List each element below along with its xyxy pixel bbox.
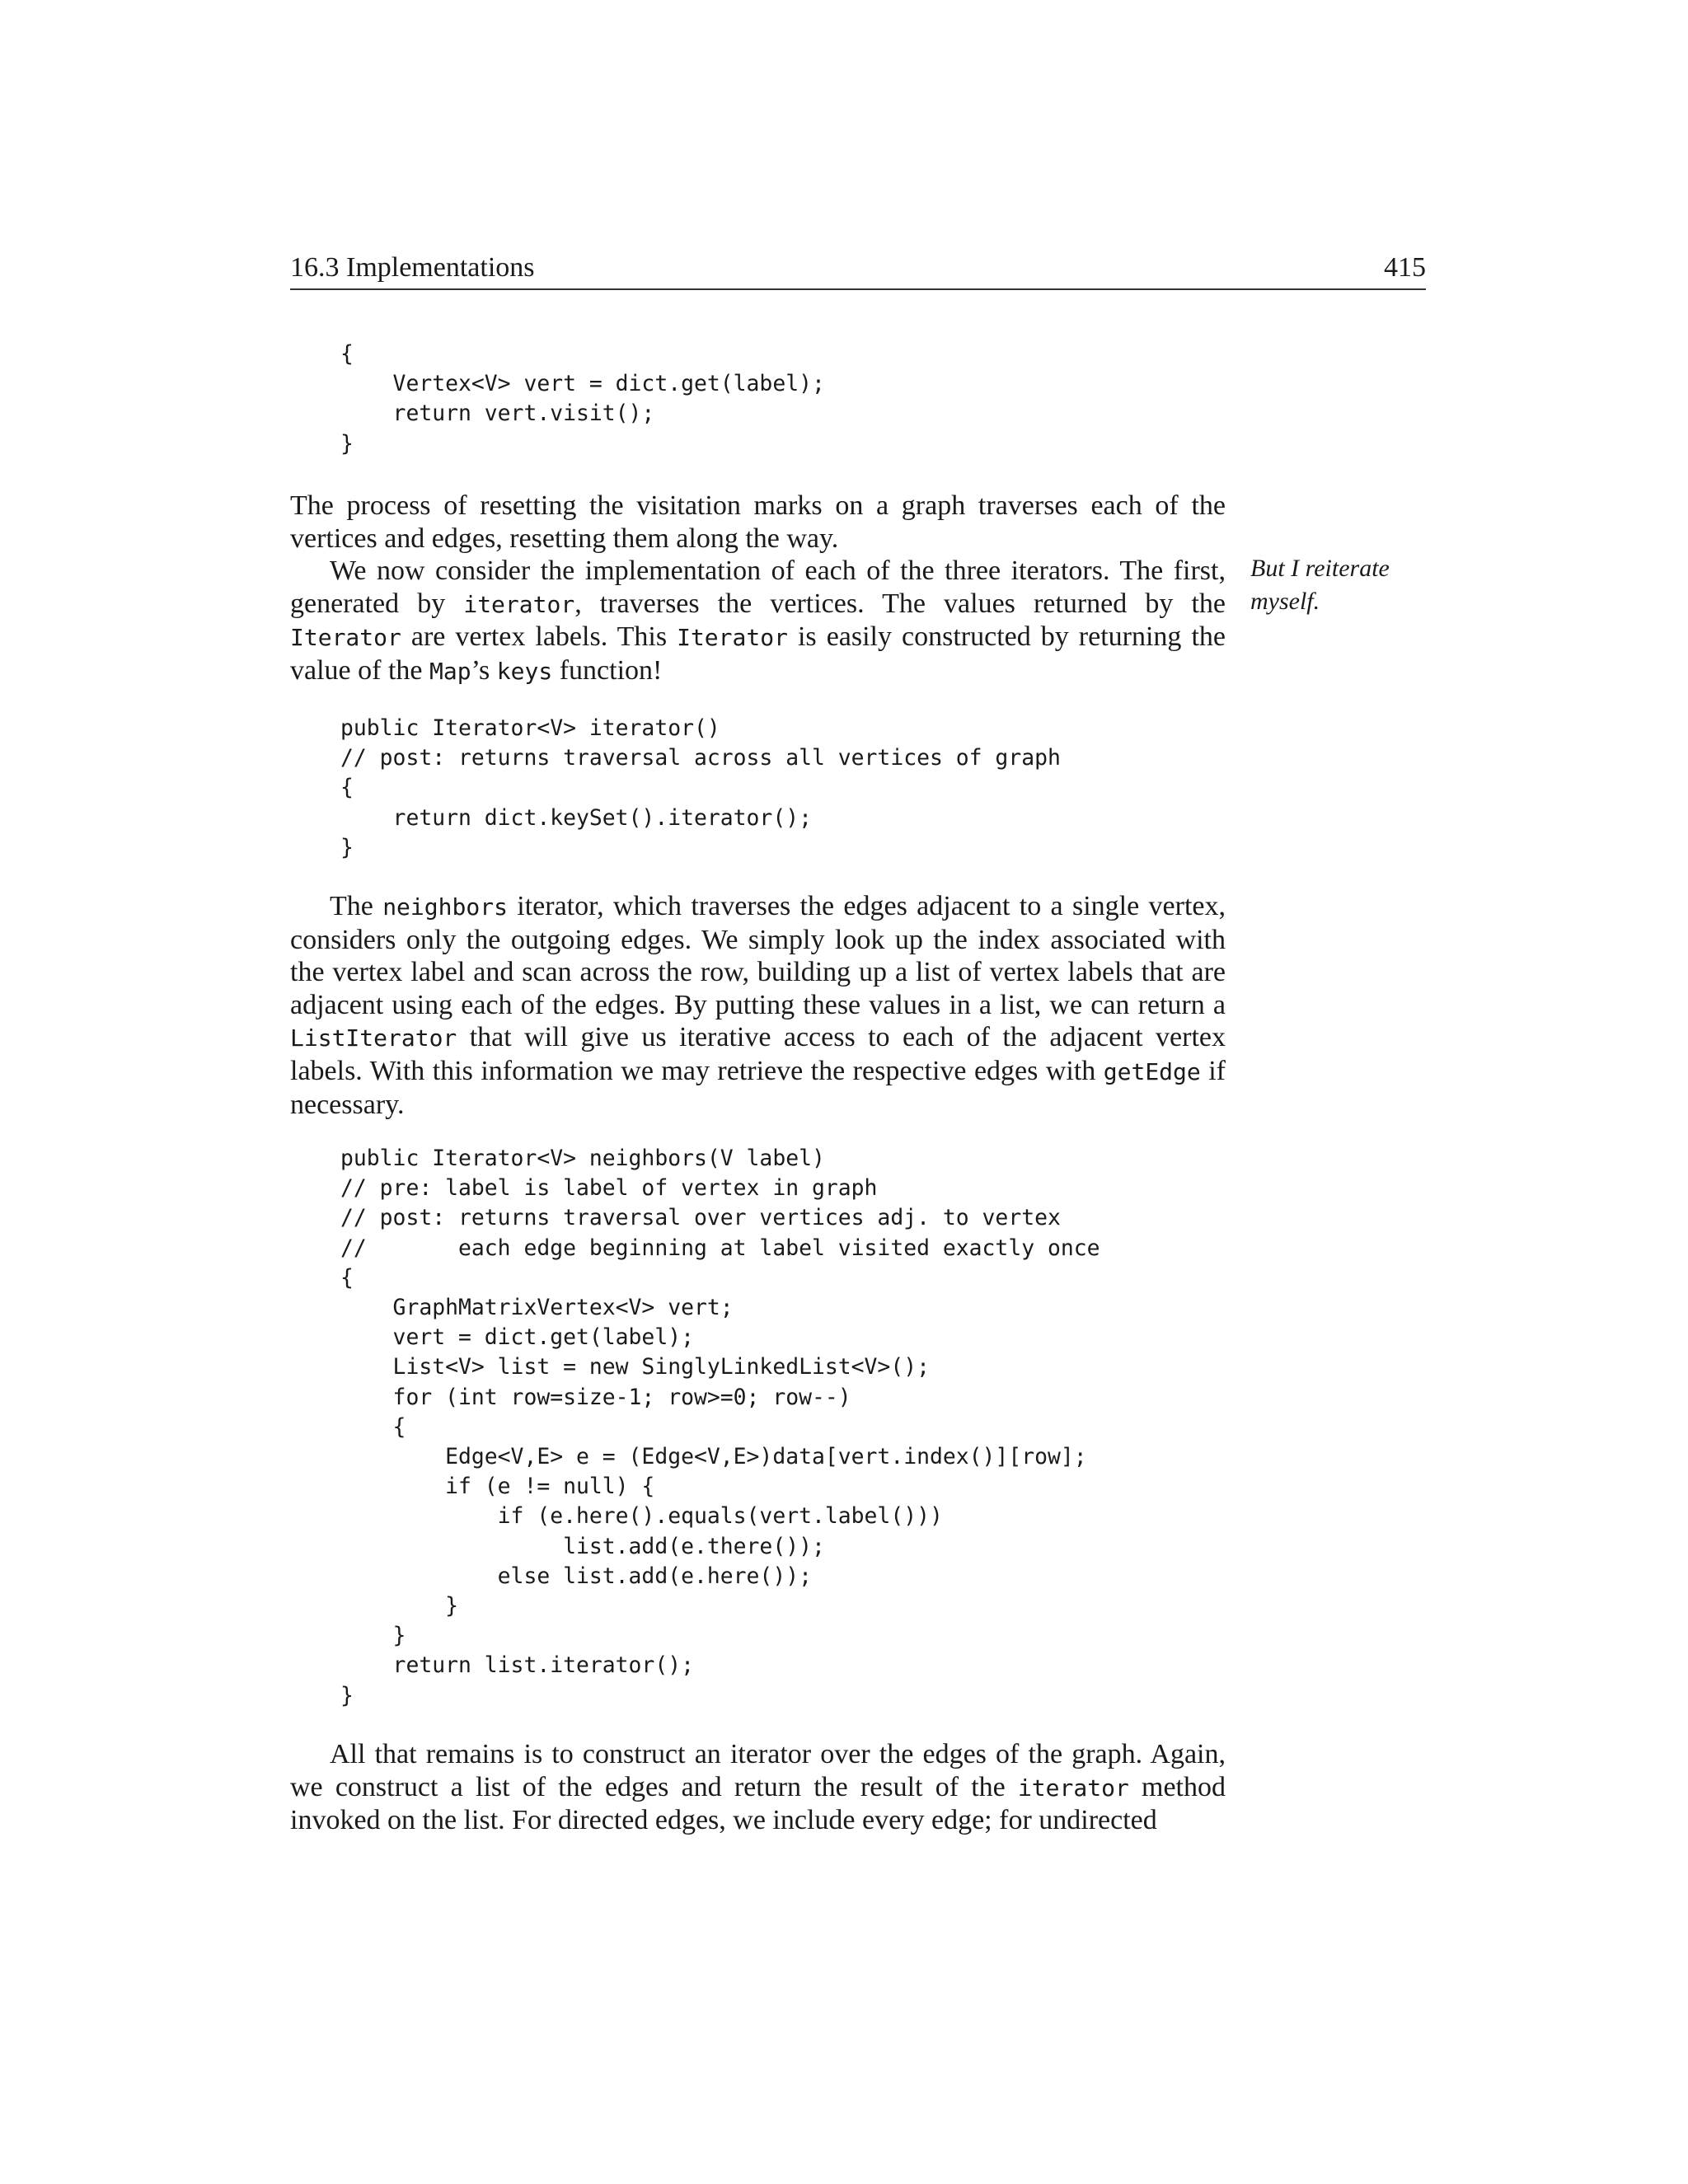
inline-code: Iterator [290, 624, 401, 652]
paragraph-text: The neighbors iterator, which traverses the edges adjacent to a single vertex, considers only the outgoing edges. We simply look up the index associated with the vertex label and scan across the row, building up a list of vertex labels that are adjacent using each of the edges. By putting these values in a list, we can return a ListIterator that will give us iterative access to each of the adjacent vertex labels. With this information we may retrieve the respective edges with getEdge if necessary. [290, 891, 1226, 1120]
page-number: 415 [1384, 252, 1426, 283]
code-block-iterator [290, 714, 1226, 863]
inline-code: iterator [463, 590, 575, 618]
paragraph-edges [290, 1738, 1226, 1837]
inline-code: iterator [1017, 1774, 1129, 1802]
code-block-visit [290, 340, 1226, 459]
running-header [290, 247, 1426, 290]
code-listing-visit: { Vertex<V> vert = dict.get(label); return vert.visit(); } [340, 341, 825, 457]
section-title: 16.3 Implementations [290, 252, 535, 283]
paragraph-reset-marks [290, 490, 1226, 555]
inline-code: keys [496, 657, 553, 685]
code-block-neighbors [290, 1144, 1226, 1711]
code-listing-iterator: public Iterator<V> iterator() // post: returns traversal across all vertices of graph { return dict.keySet().iterator(); } [340, 715, 1061, 860]
inline-code: Map [429, 657, 471, 685]
paragraph-text: We now consider the implementation of each of the three iterators. The first, generated by iterator, traverses the vertices. The values returned by the Iterator are vertex labels. This Iterator is easily constructed by returning the value of the Map’s keys function! [290, 555, 1226, 686]
inline-code: Iterator [677, 624, 788, 652]
paragraph-text: The process of resetting the visitation marks on a graph traverses each of the vertices and edges, resetting them along the way. [290, 490, 1226, 554]
margin-note: But I reiterate myself. [1250, 555, 1390, 615]
code-listing-neighbors: public Iterator<V> neighbors(V label) // pre: label is label of vertex in graph // post: returns traversal over vertices adj. to vertex // each edge beginning at label visited exactly once { GraphMatrixVertex<V> vert; vert = dict.get(label); List<V> list = new SinglyLinkedList<V>(); for (int row=size-1; row>=0; row--) { Edge<V,E> e = (Edge<V,E>)data[vert.index()][row]; if (e != null) { if (e.here().equals(vert.label())) list.add(e.there()); else list.add(e.here()); } } return list.iterator(); } [340, 1146, 1100, 1708]
inline-code: ListIterator [290, 1024, 457, 1052]
paragraph-text: All that remains is to construct an iterator over the edges of the graph. Again, we construct a list of the edges and return the result of the iterator method invoked on the list. For directed edges, we include every edge; for undirected [290, 1739, 1226, 1836]
inline-code: neighbors [382, 893, 508, 921]
paragraph-neighbors [290, 890, 1226, 1121]
inline-code: getEdge [1103, 1057, 1201, 1085]
paragraph-iterators [290, 555, 1226, 687]
